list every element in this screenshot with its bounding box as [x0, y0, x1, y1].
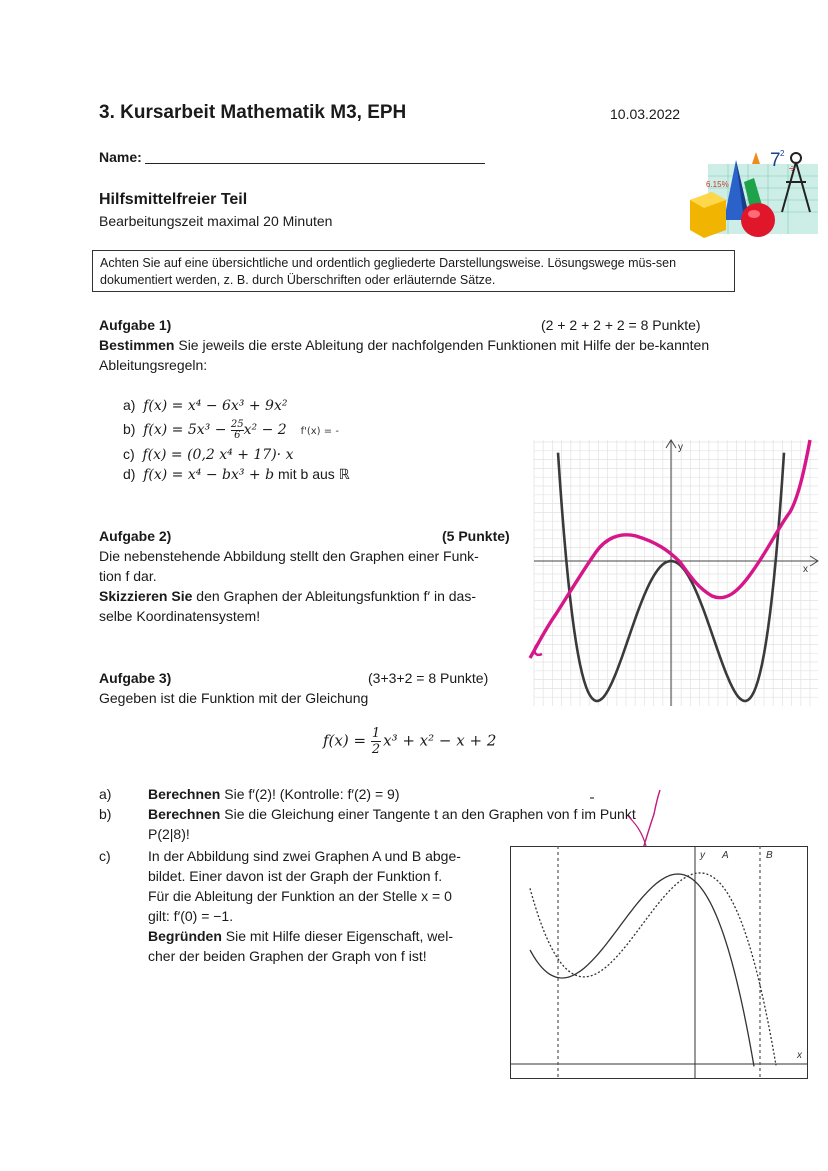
- task3-a-label: a): [99, 786, 112, 802]
- task1-instruction-bold: Bestimmen: [99, 337, 175, 353]
- task3-c-line6: cher der beiden Graphen der Graph von f ist!: [148, 948, 427, 964]
- task3-title: Aufgabe 3): [99, 670, 172, 686]
- task3-c-line1: In der Abbildung sind zwei Graphen A und B abge-: [148, 848, 461, 864]
- task3-c-line5: Begründen Sie mit Hilfe dieser Eigenschaft, wel-: [148, 928, 453, 944]
- task3-b-text: Berechnen Sie die Gleichung einer Tangente t an den Graphen von f im Punkt: [148, 806, 636, 822]
- notice-text: Achten Sie auf eine übersichtliche und ordentlich gegliederte Darstellungsweise. Lösungswege müs-sen dokumentiert werden, z. B. durch Überschriften oder erläuternde Sätze.: [100, 256, 677, 287]
- task2-line4: selbe Koordinatensystem!: [99, 608, 261, 624]
- task3-c-label: c): [99, 848, 111, 864]
- exam-title: 3. Kursarbeit Mathematik M3, EPH: [99, 102, 407, 123]
- task1-item-b: b) f(x) = 5x³ − $\frac{25}{6}$ x² − 2 f'(x) = -: [123, 419, 339, 441]
- y-axis-label: y: [700, 850, 705, 861]
- task2-line1: Die nebenstehende Abbildung stellt den Graphen einer Funk-: [99, 548, 479, 564]
- task2-line3: Skizzieren Sie den Graphen der Ableitungsfunktion f′ in das-: [99, 588, 476, 604]
- task1-title: Aufgabe 1): [99, 317, 172, 333]
- task3-graph: [510, 846, 808, 1080]
- task1-item-d: d) f(x) = x⁴ − bx³ + b mit b aus ℝ: [123, 466, 350, 483]
- exam-date: 10.03.2022: [610, 106, 681, 122]
- svg-text:÷: ÷: [789, 163, 796, 175]
- notice-box: [92, 250, 735, 292]
- task2-graph: [520, 432, 826, 712]
- handwritten-note: f'(x) = -: [300, 426, 339, 438]
- task1-points: (2 + 2 + 2 + 2 = 8 Punkte): [541, 317, 701, 333]
- logo-percent: 6.15%: [706, 180, 729, 189]
- fraction-1-2: $\frac{1}{2}$: [371, 726, 381, 757]
- y-axis-label: y: [678, 442, 683, 453]
- name-label: Name:: [99, 149, 142, 165]
- task3-b-label: b): [99, 806, 112, 822]
- task3-b-line2: P(2|8)!: [148, 826, 190, 842]
- task3-equation: f(x) = $\frac{1}{2}$ x³ + x² − x + 2: [323, 726, 497, 757]
- task1-item-c: c) f(x) = (0,2 x⁴ + 17)· x: [123, 446, 294, 463]
- x-axis-label: x: [803, 564, 808, 575]
- task1-item-a: a) f(x) = x⁴ − 6x³ + 9x²: [123, 397, 288, 414]
- task2-title: Aufgabe 2): [99, 528, 172, 544]
- task3-c-line2: bildet. Einer davon ist der Graph der Funktion f.: [148, 868, 443, 884]
- task3-a-text: Berechnen Sie f′(2)! (Kontrolle: f′(2) = 9): [148, 786, 400, 802]
- task3-points: (3+3+2 = 8 Punkte): [368, 670, 489, 686]
- fraction-25-6: $\frac{25}{6}$: [230, 419, 244, 441]
- task3-c-line3: Für die Ableitung der Funktion an der Stelle x = 0: [148, 888, 452, 904]
- task3-intro: Gegeben ist die Funktion mit der Gleichung: [99, 690, 369, 706]
- svg-text:2: 2: [780, 149, 785, 158]
- task1-instruction: [99, 335, 739, 375]
- task2-line2: tion f dar.: [99, 568, 157, 584]
- x-axis-label: x: [797, 1050, 802, 1061]
- section-time: Bearbeitungszeit maximal 20 Minuten: [99, 213, 333, 229]
- name-line[interactable]: [145, 163, 485, 164]
- section-heading: Hilfsmittelfreier Teil: [99, 191, 248, 208]
- math-logo-icon: [688, 142, 820, 244]
- svg-text:7: 7: [770, 150, 781, 171]
- task3-c-line4: gilt: f′(0) = −1.: [148, 908, 234, 924]
- graph-label-b: B: [766, 850, 773, 861]
- task1-instruction-rest: Sie jeweils die erste Ableitung der nachfolgenden Funktionen mit Hilfe der be-kannten Ableitungsregeln:: [99, 337, 710, 373]
- graph-label-a: A: [722, 850, 729, 861]
- task2-points: (5 Punkte): [442, 528, 510, 544]
